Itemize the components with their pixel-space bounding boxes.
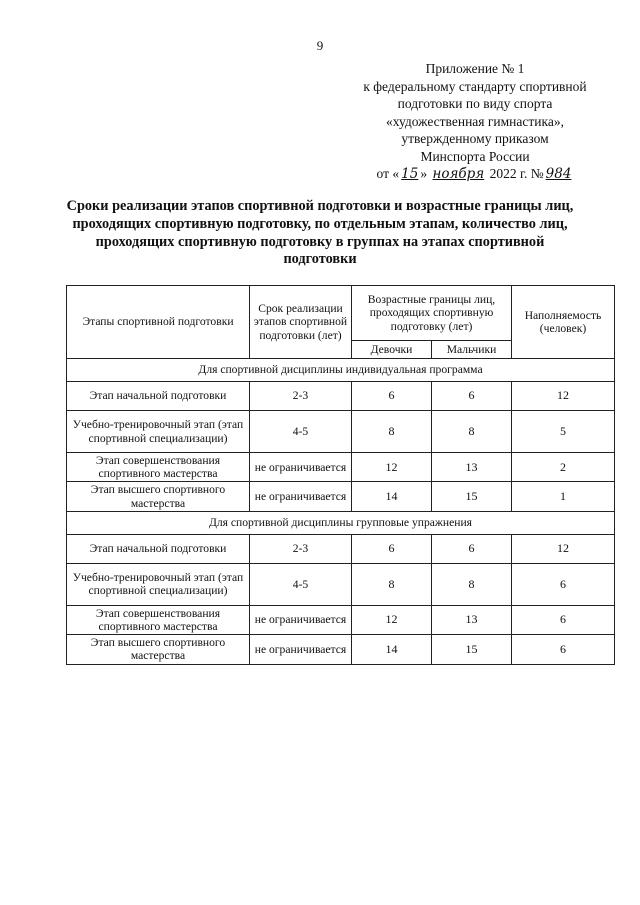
order-number: 984 [545, 166, 572, 182]
header-stages: Этапы спортивной подготовки [67, 286, 250, 359]
document-title: Сроки реализации этапов спортивной подготовки и возрастные границы лиц, проходящих спортивную подготовку, по отдельным этапам, количество лиц, проходящих спортивную подготовку в группах на этапах спортивной подготовки [66, 198, 574, 268]
appendix-line: подготовки по виду спорта [397, 96, 553, 111]
stage-cell: Этап высшего спортивного мастерства [67, 635, 250, 664]
stage-cell: Этап начальной подготовки [67, 382, 250, 411]
appendix-line: «художественная гимнастика», [386, 113, 564, 129]
duration-cell: не ограничивается [250, 635, 352, 664]
occupancy-cell: 6 [512, 635, 615, 664]
boys-age-cell: 13 [432, 453, 512, 482]
boys-age-cell: 15 [432, 635, 512, 664]
date-day: 15 [401, 166, 419, 182]
boys-age-cell: 6 [432, 382, 512, 411]
occupancy-cell: 6 [512, 605, 615, 634]
section-title: Для спортивной дисциплины индивидуальная программа [67, 359, 615, 382]
occupancy-cell: 12 [512, 382, 615, 411]
girls-age-cell: 8 [352, 563, 432, 605]
boys-age-cell: 15 [432, 482, 512, 511]
girls-age-cell: 6 [352, 534, 432, 563]
boys-age-cell: 13 [432, 605, 512, 634]
girls-age-cell: 14 [352, 482, 432, 511]
order-date-line [340, 165, 610, 184]
stage-cell: Этап совершенствования спортивного мастерства [67, 605, 250, 634]
date-month: ноября [432, 166, 485, 182]
duration-cell: не ограничивается [250, 453, 352, 482]
header-age-limits: Возрастные границы лиц, проходящих спортивную подготовку (лет) [352, 286, 512, 341]
duration-cell: 4-5 [250, 411, 352, 453]
duration-cell: не ограничивается [250, 605, 352, 634]
occupancy-cell: 1 [512, 482, 615, 511]
section-title: Для спортивной дисциплины групповые упражнения [67, 511, 615, 534]
header-boys: Мальчики [432, 341, 512, 359]
boys-age-cell: 8 [432, 563, 512, 605]
boys-age-cell: 8 [432, 411, 512, 453]
stage-cell: Этап высшего спортивного мастерства [67, 482, 250, 511]
duration-cell: 2-3 [250, 534, 352, 563]
duration-cell: не ограничивается [250, 482, 352, 511]
occupancy-cell: 6 [512, 563, 615, 605]
stages-table [66, 285, 615, 665]
stage-cell: Этап совершенствования спортивного мастерства [67, 453, 250, 482]
girls-age-cell: 12 [352, 605, 432, 634]
occupancy-cell: 5 [512, 411, 615, 453]
girls-age-cell: 6 [352, 382, 432, 411]
appendix-line: Приложение № 1 [425, 61, 525, 76]
appendix-line: Минспорта России [420, 148, 530, 164]
duration-cell: 4-5 [250, 563, 352, 605]
boys-age-cell: 6 [432, 534, 512, 563]
stage-cell: Учебно-тренировочный этап (этап спортивной специализации) [67, 411, 250, 453]
occupancy-cell: 2 [512, 453, 615, 482]
header-duration: Срок реализации этапов спортивной подготовки (лет) [250, 286, 352, 359]
header-girls: Девочки [352, 341, 432, 359]
date-mid: » [420, 166, 428, 181]
duration-cell: 2-3 [250, 382, 352, 411]
appendix-block [340, 60, 610, 184]
stage-cell: Учебно-тренировочный этап (этап спортивной специализации) [67, 563, 250, 605]
girls-age-cell: 14 [352, 635, 432, 664]
appendix-line: к федеральному стандарту спортивной [363, 78, 587, 94]
header-occupancy: Наполняемость (человек) [512, 286, 615, 359]
page-number: 9 [316, 38, 324, 53]
date-year: 2022 г. № [489, 166, 544, 181]
stage-cell: Этап начальной подготовки [67, 534, 250, 563]
appendix-line: утвержденному приказом [401, 131, 549, 146]
girls-age-cell: 12 [352, 453, 432, 482]
date-prefix: от « [376, 166, 400, 181]
girls-age-cell: 8 [352, 411, 432, 453]
occupancy-cell: 12 [512, 534, 615, 563]
